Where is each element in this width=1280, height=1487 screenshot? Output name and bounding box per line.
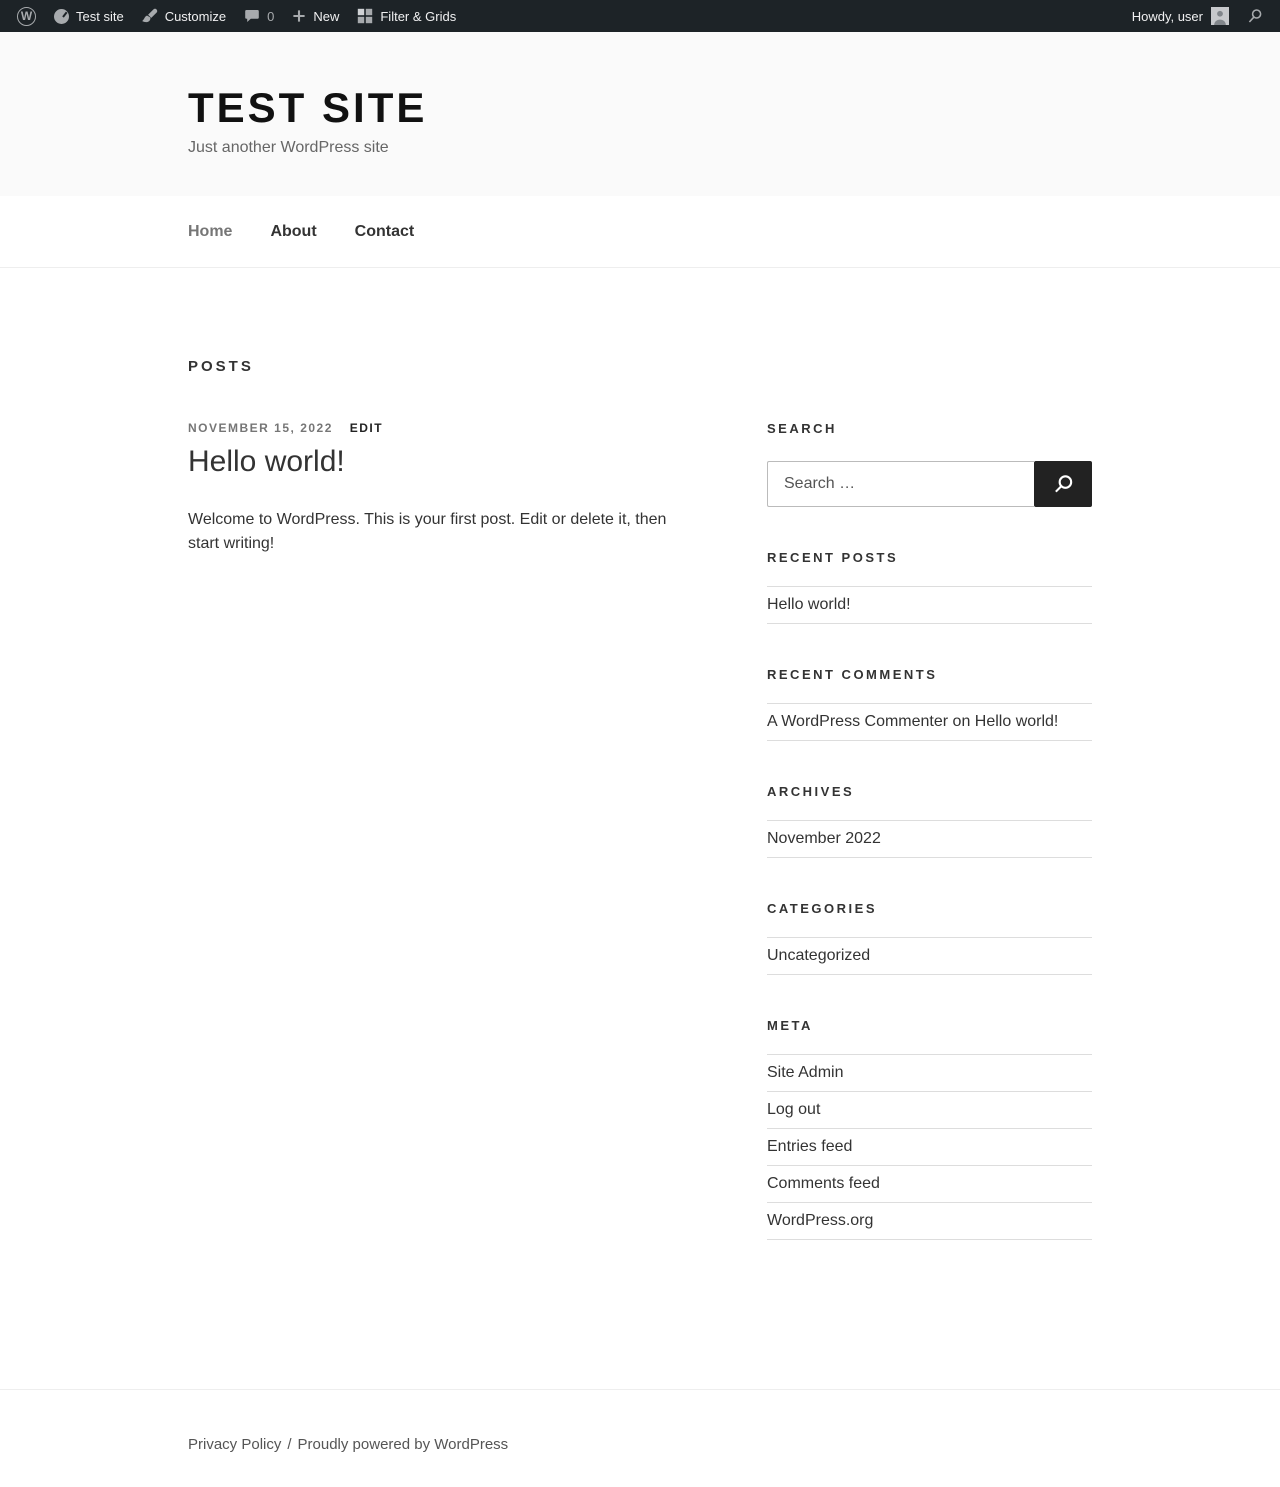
admin-bar-customize-label: Customize	[164, 8, 227, 24]
archives-title: ARCHIVES	[767, 784, 855, 799]
grid-icon	[357, 8, 373, 24]
admin-bar-account-link[interactable]	[1123, 0, 1238, 32]
list-item	[767, 937, 1092, 974]
meta-title: META	[767, 1018, 813, 1033]
admin-bar-howdy-label: Howdy, user	[1131, 8, 1203, 24]
admin-bar-filter-grids-label: Filter & Grids	[380, 8, 457, 24]
nav-item-contact[interactable]: Contact	[354, 223, 415, 240]
search-submit-button[interactable]	[1034, 461, 1092, 507]
post-edit-link[interactable]: EDIT	[349, 421, 384, 435]
admin-bar-new-link[interactable]	[283, 0, 348, 32]
sidebar	[767, 421, 1092, 1283]
admin-bar-site-link[interactable]	[45, 0, 133, 32]
archives-widget	[767, 784, 1092, 858]
site-title-link[interactable]: TEST SITE	[188, 84, 428, 131]
privacy-policy-link[interactable]: Privacy Policy	[188, 1436, 282, 1453]
admin-bar-comments-link[interactable]	[235, 0, 283, 32]
list-item	[767, 1054, 1092, 1091]
posts-column	[188, 421, 748, 556]
wordpress-org-link[interactable]: WordPress.org	[767, 1212, 874, 1229]
archive-link[interactable]: November 2022	[767, 830, 881, 847]
search-icon	[1052, 473, 1075, 496]
search-form	[767, 461, 1092, 507]
recent-posts-widget	[767, 550, 1092, 624]
page-title: POSTS	[188, 358, 254, 375]
comment-connector-text: on	[948, 713, 975, 730]
wordpress-logo-button[interactable]	[8, 0, 45, 32]
admin-bar-comments-count: 0	[267, 8, 275, 24]
admin-bar-site-label: Test site	[76, 8, 124, 24]
footer-separator: /	[287, 1436, 292, 1453]
comment-author-link[interactable]: A WordPress Commenter	[767, 713, 949, 730]
admin-bar-left	[8, 0, 465, 32]
search-widget	[767, 421, 1092, 507]
search-input[interactable]	[767, 461, 1034, 507]
categories-title: CATEGORIES	[767, 901, 877, 916]
categories-widget	[767, 901, 1092, 975]
list-item	[767, 1165, 1092, 1202]
entries-feed-link[interactable]: Entries feed	[767, 1138, 853, 1155]
search-icon	[1247, 8, 1263, 24]
powered-by-link[interactable]: Proudly powered by WordPress	[297, 1436, 509, 1453]
list-item	[767, 703, 1092, 740]
admin-bar-right	[1123, 0, 1272, 32]
site-admin-link[interactable]: Site Admin	[767, 1064, 844, 1081]
recent-post-link[interactable]: Hello world!	[767, 596, 851, 613]
wordpress-logo-icon: W	[17, 7, 36, 26]
recent-comments-widget	[767, 667, 1092, 741]
admin-bar-filter-grids-link[interactable]	[348, 0, 465, 32]
category-link[interactable]: Uncategorized	[767, 947, 871, 964]
avatar	[1211, 7, 1229, 25]
nav-item-home[interactable]: Home	[188, 223, 233, 240]
admin-bar-new-label: New	[313, 8, 340, 24]
meta-widget	[767, 1018, 1092, 1240]
search-widget-title: SEARCH	[767, 421, 837, 436]
site-header	[0, 32, 1280, 196]
post-meta	[188, 421, 748, 436]
site-content	[0, 268, 1280, 1389]
comments-feed-link[interactable]: Comments feed	[767, 1175, 880, 1192]
post-article	[188, 421, 748, 556]
list-item	[767, 1128, 1092, 1165]
log-out-link[interactable]: Log out	[767, 1101, 821, 1118]
main-navigation	[0, 196, 1280, 268]
post-date-link[interactable]: NOVEMBER 15, 2022	[188, 421, 333, 435]
admin-bar	[0, 0, 1280, 32]
brush-icon	[142, 8, 158, 24]
list-item	[767, 1202, 1092, 1239]
comment-post-link[interactable]: Hello world!	[974, 713, 1059, 730]
list-item	[767, 586, 1092, 623]
post-body-text: Welcome to WordPress. This is your first post. Edit or delete it, then start writing!	[188, 511, 667, 552]
site-footer	[0, 1389, 1280, 1487]
admin-bar-search-button[interactable]	[1238, 0, 1272, 32]
recent-comments-title: RECENT COMMENTS	[767, 667, 938, 682]
list-item	[767, 820, 1092, 857]
recent-posts-title: RECENT POSTS	[767, 550, 899, 565]
plus-icon	[292, 9, 306, 23]
post-title-link[interactable]: Hello world!	[188, 445, 345, 478]
list-item	[767, 1091, 1092, 1128]
admin-bar-customize-link[interactable]	[133, 0, 235, 32]
site-tagline: Just another WordPress site	[188, 139, 389, 156]
comment-bubble-icon	[244, 8, 260, 24]
nav-item-about[interactable]: About	[270, 223, 317, 240]
dashboard-gauge-icon	[54, 9, 69, 24]
